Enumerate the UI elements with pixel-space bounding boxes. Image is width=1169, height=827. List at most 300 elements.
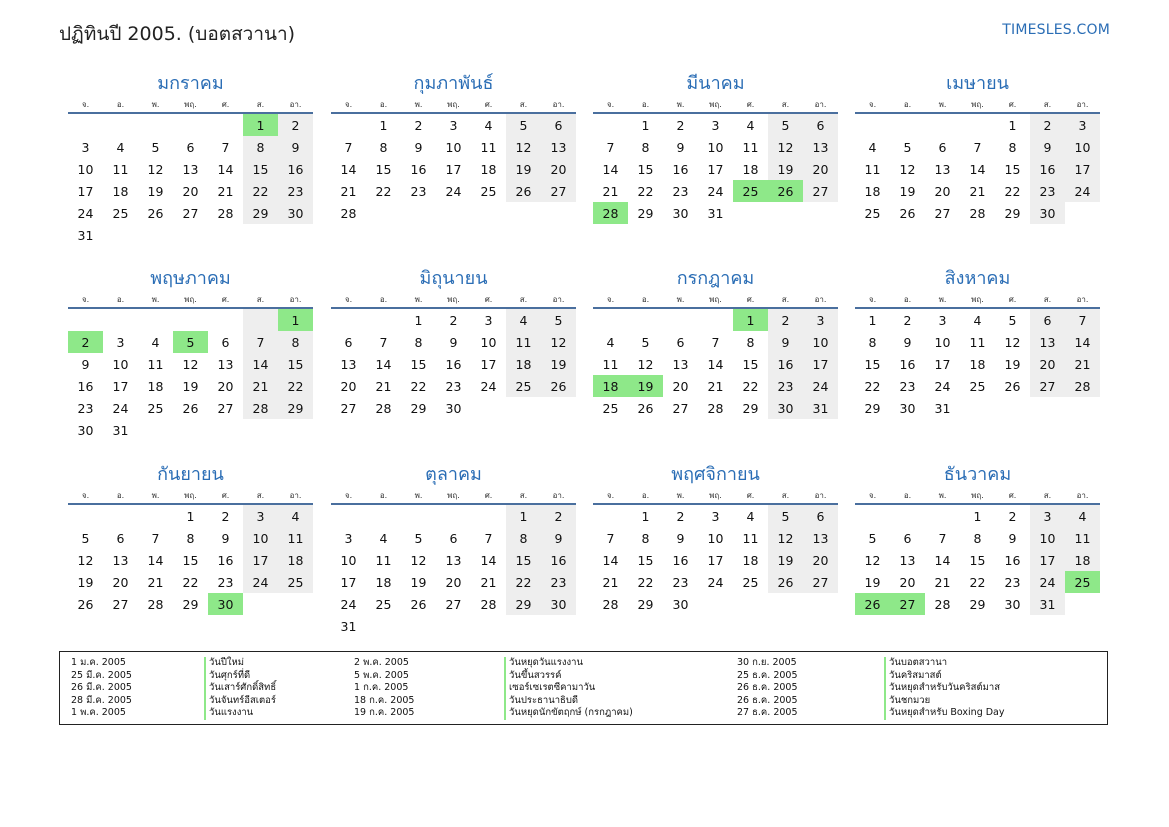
empty-day-cell <box>366 309 401 331</box>
holiday-day-cell: 25 <box>733 180 768 202</box>
day-cell: 6 <box>676 334 685 350</box>
weekday-header <box>593 292 838 309</box>
day-cell: 9 <box>676 139 685 155</box>
day-cell: 28 <box>602 596 619 612</box>
day-cell: 14 <box>480 552 497 568</box>
day-cell: 12 <box>768 527 803 549</box>
day-cell: 28 <box>969 205 986 221</box>
day-cell: 27 <box>1030 375 1065 397</box>
day-cell: 17 <box>77 183 94 199</box>
day-cell: 25 <box>864 205 881 221</box>
day-cell: 2 <box>541 505 576 527</box>
day-cell: 15 <box>1004 161 1021 177</box>
day-cell: 4 <box>484 117 493 133</box>
day-cell: 16 <box>541 549 576 571</box>
day-cell: 28 <box>707 400 724 416</box>
weekday-label: ส. <box>256 295 265 304</box>
weekday-label: อา. <box>552 100 565 109</box>
weekday-label: พฤ. <box>447 100 460 109</box>
day-cell: 21 <box>217 183 234 199</box>
weekday-label: อา. <box>552 491 565 500</box>
day-cell: 30 <box>1030 202 1065 224</box>
day-cell: 12 <box>77 552 94 568</box>
day-cell: 27 <box>672 400 689 416</box>
weekday-label: ศ. <box>221 295 230 304</box>
weekday-label: พฤ. <box>971 295 984 304</box>
legend-date: 26 มี.ค. 2005 <box>71 682 132 694</box>
day-cell: 15 <box>864 356 881 372</box>
day-cell: 17 <box>1030 549 1065 571</box>
day-cell: 2 <box>676 508 685 524</box>
day-cell: 24 <box>480 378 497 394</box>
weekday-label: พ. <box>414 295 423 304</box>
weekday-label: ส. <box>1043 295 1052 304</box>
day-cell: 5 <box>541 309 576 331</box>
day-cell: 25 <box>147 400 164 416</box>
day-cell: 30 <box>77 422 94 438</box>
weekday-label: อ. <box>379 295 388 304</box>
day-cell: 7 <box>606 139 615 155</box>
day-cell: 8 <box>1008 139 1017 155</box>
day-cell: 19 <box>768 158 803 180</box>
day-cell: 22 <box>637 183 654 199</box>
day-cell: 3 <box>711 508 720 524</box>
weekday-header <box>855 97 1100 114</box>
day-cell: 16 <box>77 378 94 394</box>
holiday-day-cell: 27 <box>890 593 925 615</box>
day-cell: 12 <box>1004 334 1021 350</box>
day-cell: 26 <box>147 205 164 221</box>
weekday-label: อา. <box>289 491 302 500</box>
page-title: ปฏิทินปี 2005. (บอตสวานา) <box>59 23 296 45</box>
day-cell: 6 <box>221 334 230 350</box>
day-cell: 9 <box>278 136 313 158</box>
day-cell: 7 <box>151 530 160 546</box>
day-cell: 27 <box>112 596 129 612</box>
day-cell: 14 <box>243 353 278 375</box>
weekday-label: จ. <box>81 491 90 500</box>
day-cell: 29 <box>506 593 541 615</box>
empty-day-cell <box>208 309 243 331</box>
day-cell: 24 <box>803 375 838 397</box>
day-cell: 17 <box>934 356 951 372</box>
day-cell: 5 <box>414 530 423 546</box>
day-cell: 30 <box>278 202 313 224</box>
day-cell: 14 <box>969 161 986 177</box>
month-block <box>593 71 838 224</box>
day-cell: 18 <box>969 356 986 372</box>
weekday-label: จ. <box>81 100 90 109</box>
day-cell: 29 <box>969 596 986 612</box>
day-cell: 21 <box>147 574 164 590</box>
day-grid <box>855 505 1100 615</box>
legend-date: 1 ก.ค. 2005 <box>354 682 409 694</box>
day-cell: 23 <box>77 400 94 416</box>
day-cell: 4 <box>116 139 125 155</box>
day-cell: 24 <box>340 596 357 612</box>
empty-day-cell <box>698 309 733 331</box>
weekday-label: อ. <box>116 295 125 304</box>
day-cell: 8 <box>243 136 278 158</box>
day-grid <box>68 114 313 246</box>
empty-day-cell <box>173 114 208 136</box>
day-cell: 29 <box>182 596 199 612</box>
day-cell: 6 <box>344 334 353 350</box>
day-cell: 24 <box>934 378 951 394</box>
legend-names-col-3 <box>884 657 1005 720</box>
legend-date: 28 มี.ค. 2005 <box>71 694 132 706</box>
day-cell: 15 <box>243 158 278 180</box>
day-cell: 11 <box>506 331 541 353</box>
empty-day-cell <box>243 309 278 331</box>
day-cell: 7 <box>484 530 493 546</box>
weekday-label: อา. <box>552 295 565 304</box>
day-cell: 12 <box>637 356 654 372</box>
day-cell: 14 <box>602 552 619 568</box>
day-cell: 18 <box>480 161 497 177</box>
day-cell: 25 <box>506 375 541 397</box>
day-cell: 20 <box>541 158 576 180</box>
day-cell: 1 <box>186 508 195 524</box>
weekday-label: พฤ. <box>709 100 722 109</box>
day-cell: 29 <box>1004 205 1021 221</box>
weekday-label: อ. <box>379 100 388 109</box>
day-cell: 2 <box>676 117 685 133</box>
day-cell: 1 <box>506 505 541 527</box>
day-cell: 16 <box>410 161 427 177</box>
weekday-label: พ. <box>151 100 160 109</box>
day-cell: 15 <box>182 552 199 568</box>
day-cell: 11 <box>602 356 619 372</box>
day-cell: 2 <box>1008 508 1017 524</box>
holiday-day-cell: 28 <box>593 202 628 224</box>
day-cell: 4 <box>1065 505 1100 527</box>
day-cell: 25 <box>112 205 129 221</box>
day-cell: 20 <box>340 378 357 394</box>
day-cell: 11 <box>375 552 392 568</box>
day-cell: 20 <box>1030 353 1065 375</box>
legend-holiday-name: วันชกมวย <box>884 695 1005 708</box>
empty-day-cell <box>331 505 366 527</box>
month-block <box>855 266 1100 419</box>
day-cell: 2 <box>903 312 912 328</box>
day-cell: 11 <box>112 161 129 177</box>
day-cell: 1 <box>641 508 650 524</box>
legend-names-col-1 <box>204 657 276 720</box>
day-cell: 3 <box>116 334 125 350</box>
legend-dates-col-3 <box>737 657 798 720</box>
day-cell: 16 <box>899 356 916 372</box>
day-cell: 3 <box>81 139 90 155</box>
day-cell: 25 <box>278 571 313 593</box>
day-cell: 30 <box>768 397 803 419</box>
holiday-day-cell: 19 <box>628 375 663 397</box>
day-cell: 1 <box>414 312 423 328</box>
weekday-label: พ. <box>676 295 685 304</box>
day-cell: 22 <box>864 378 881 394</box>
holiday-day-cell: 1 <box>733 309 768 331</box>
month-block <box>68 462 313 615</box>
day-cell: 13 <box>803 136 838 158</box>
day-cell: 3 <box>243 505 278 527</box>
day-cell: 23 <box>278 180 313 202</box>
weekday-label: พฤ. <box>971 491 984 500</box>
day-cell: 16 <box>1030 158 1065 180</box>
weekday-label: พ. <box>938 491 947 500</box>
day-cell: 3 <box>449 117 458 133</box>
weekday-label: อา. <box>1076 295 1089 304</box>
day-cell: 31 <box>934 400 951 416</box>
weekday-header <box>68 97 313 114</box>
day-cell: 17 <box>707 161 724 177</box>
day-cell: 22 <box>969 574 986 590</box>
empty-day-cell <box>331 114 366 136</box>
day-cell: 18 <box>742 552 759 568</box>
weekday-label: จ. <box>606 100 615 109</box>
weekday-label: พ. <box>938 295 947 304</box>
day-cell: 10 <box>1030 527 1065 549</box>
weekday-label: อ. <box>379 491 388 500</box>
day-cell: 15 <box>742 356 759 372</box>
day-cell: 24 <box>1030 571 1065 593</box>
day-cell: 7 <box>973 139 982 155</box>
day-cell: 31 <box>1030 593 1065 615</box>
day-cell: 21 <box>340 183 357 199</box>
day-cell: 29 <box>243 202 278 224</box>
month-block <box>855 71 1100 224</box>
day-cell: 9 <box>768 331 803 353</box>
day-cell: 6 <box>449 530 458 546</box>
day-cell: 27 <box>803 571 838 593</box>
day-cell: 9 <box>81 356 90 372</box>
day-cell: 28 <box>340 205 357 221</box>
day-cell: 4 <box>868 139 877 155</box>
empty-day-cell <box>68 114 103 136</box>
legend-holiday-name: วันเสาร์ศักดิ์สิทธิ์ <box>204 682 276 695</box>
day-cell: 14 <box>340 161 357 177</box>
day-cell: 3 <box>1030 505 1065 527</box>
empty-day-cell <box>855 114 890 136</box>
day-cell: 8 <box>186 530 195 546</box>
legend-date: 19 ก.ค. 2005 <box>354 707 415 719</box>
day-cell: 13 <box>217 356 234 372</box>
day-cell: 18 <box>506 353 541 375</box>
empty-day-cell <box>663 309 698 331</box>
day-cell: 29 <box>637 596 654 612</box>
day-cell: 17 <box>340 574 357 590</box>
weekday-label: ส. <box>781 491 790 500</box>
weekday-label: อ. <box>641 295 650 304</box>
day-cell: 15 <box>969 552 986 568</box>
month-block <box>593 266 838 419</box>
day-cell: 1 <box>868 312 877 328</box>
day-cell: 26 <box>182 400 199 416</box>
month-name: พฤศจิกายน <box>671 464 760 485</box>
empty-day-cell <box>103 114 138 136</box>
day-cell: 22 <box>637 574 654 590</box>
empty-day-cell <box>960 114 995 136</box>
day-cell: 4 <box>606 334 615 350</box>
weekday-label: ศ. <box>1008 100 1017 109</box>
day-cell: 11 <box>742 139 759 155</box>
month-name: ตุลาคม <box>425 464 482 485</box>
day-cell: 24 <box>77 205 94 221</box>
day-cell: 7 <box>243 331 278 353</box>
empty-day-cell <box>593 114 628 136</box>
day-cell: 5 <box>151 139 160 155</box>
day-cell: 29 <box>742 400 759 416</box>
day-cell: 11 <box>1065 527 1100 549</box>
weekday-label: พฤ. <box>184 295 197 304</box>
day-cell: 6 <box>186 139 195 155</box>
day-cell: 3 <box>344 530 353 546</box>
day-cell: 28 <box>1065 375 1100 397</box>
legend-holiday-name: วันขึ้นสวรรค์ <box>504 670 633 683</box>
day-cell: 13 <box>1030 331 1065 353</box>
day-cell: 23 <box>1030 180 1065 202</box>
day-cell: 5 <box>903 139 912 155</box>
weekday-header <box>68 292 313 309</box>
legend-names-col-2 <box>504 657 633 720</box>
day-cell: 13 <box>182 161 199 177</box>
day-cell: 30 <box>541 593 576 615</box>
day-grid <box>593 505 838 615</box>
day-cell: 3 <box>938 312 947 328</box>
weekday-label: พ. <box>151 295 160 304</box>
day-cell: 19 <box>182 378 199 394</box>
day-cell: 12 <box>506 136 541 158</box>
empty-day-cell <box>401 505 436 527</box>
weekday-label: อา. <box>289 100 302 109</box>
holiday-day-cell: 1 <box>278 309 313 331</box>
empty-day-cell <box>628 309 663 331</box>
empty-day-cell <box>593 505 628 527</box>
day-cell: 8 <box>746 334 755 350</box>
empty-day-cell <box>471 505 506 527</box>
weekday-label: จ. <box>868 491 877 500</box>
day-cell: 7 <box>1065 309 1100 331</box>
legend-holiday-name: วันหยุดสำหรับ Boxing Day <box>884 707 1005 720</box>
day-cell: 10 <box>445 139 462 155</box>
weekday-label: ศ. <box>746 491 755 500</box>
day-cell: 7 <box>379 334 388 350</box>
day-cell: 18 <box>278 549 313 571</box>
day-cell: 29 <box>410 400 427 416</box>
day-cell: 4 <box>278 505 313 527</box>
empty-day-cell <box>208 114 243 136</box>
day-cell: 25 <box>602 400 619 416</box>
day-cell: 1 <box>641 117 650 133</box>
month-block <box>331 462 576 637</box>
day-cell: 23 <box>445 378 462 394</box>
day-cell: 8 <box>278 331 313 353</box>
day-cell: 3 <box>484 312 493 328</box>
legend-date: 25 ธ.ค. 2005 <box>737 669 798 681</box>
day-cell: 31 <box>77 227 94 243</box>
legend-holiday-name: เซอร์เซเรตซีคามาวัน <box>504 682 633 695</box>
day-cell: 21 <box>480 574 497 590</box>
month-name: มิถุนายน <box>419 268 488 289</box>
day-cell: 26 <box>541 375 576 397</box>
day-cell: 6 <box>1030 309 1065 331</box>
month-block <box>855 462 1100 615</box>
day-cell: 26 <box>77 596 94 612</box>
weekday-label: พฤ. <box>709 491 722 500</box>
day-cell: 30 <box>1004 596 1021 612</box>
day-cell: 22 <box>243 180 278 202</box>
empty-day-cell <box>890 114 925 136</box>
day-cell: 30 <box>445 400 462 416</box>
day-cell: 7 <box>938 530 947 546</box>
day-cell: 28 <box>934 596 951 612</box>
legend-holiday-name: วันหยุดวันแรงงาน <box>504 657 633 670</box>
day-cell: 26 <box>1004 378 1021 394</box>
day-cell: 9 <box>221 530 230 546</box>
day-cell: 8 <box>641 530 650 546</box>
day-cell: 8 <box>868 334 877 350</box>
day-cell: 19 <box>1004 356 1021 372</box>
day-cell: 26 <box>410 596 427 612</box>
weekday-label: จ. <box>606 295 615 304</box>
day-cell: 24 <box>707 574 724 590</box>
empty-day-cell <box>890 505 925 527</box>
day-cell: 31 <box>707 205 724 221</box>
weekday-header <box>855 292 1100 309</box>
holiday-day-cell: 26 <box>855 593 890 615</box>
day-cell: 17 <box>480 356 497 372</box>
day-cell: 18 <box>1065 549 1100 571</box>
day-cell: 7 <box>606 530 615 546</box>
day-cell: 27 <box>803 180 838 202</box>
empty-day-cell <box>103 505 138 527</box>
holiday-day-cell: 2 <box>68 331 103 353</box>
day-grid <box>593 309 838 419</box>
weekday-label: จ. <box>81 295 90 304</box>
day-cell: 13 <box>672 356 689 372</box>
day-cell: 7 <box>221 139 230 155</box>
day-cell: 17 <box>445 161 462 177</box>
day-cell: 1 <box>973 508 982 524</box>
day-cell: 9 <box>676 530 685 546</box>
legend-dates-col-2 <box>354 657 414 720</box>
day-cell: 23 <box>541 571 576 593</box>
empty-day-cell <box>925 505 960 527</box>
day-cell: 5 <box>868 530 877 546</box>
day-cell: 26 <box>637 400 654 416</box>
day-cell: 14 <box>934 552 951 568</box>
site-link[interactable]: TIMESLES.COM <box>1002 22 1110 38</box>
day-cell: 28 <box>480 596 497 612</box>
day-cell: 13 <box>803 527 838 549</box>
day-cell: 12 <box>864 552 881 568</box>
day-cell: 8 <box>973 530 982 546</box>
day-cell: 4 <box>506 309 541 331</box>
day-grid <box>68 505 313 615</box>
empty-day-cell <box>366 505 401 527</box>
month-name: มกราคม <box>157 73 224 94</box>
day-cell: 30 <box>899 400 916 416</box>
day-cell: 10 <box>1065 136 1100 158</box>
month-name: กรกฎาคม <box>676 268 755 289</box>
day-cell: 4 <box>973 312 982 328</box>
day-cell: 14 <box>375 356 392 372</box>
day-cell: 9 <box>449 334 458 350</box>
day-cell: 3 <box>711 117 720 133</box>
day-cell: 26 <box>768 571 803 593</box>
empty-day-cell <box>331 309 366 331</box>
holiday-day-cell: 5 <box>173 331 208 353</box>
month-block <box>331 266 576 419</box>
